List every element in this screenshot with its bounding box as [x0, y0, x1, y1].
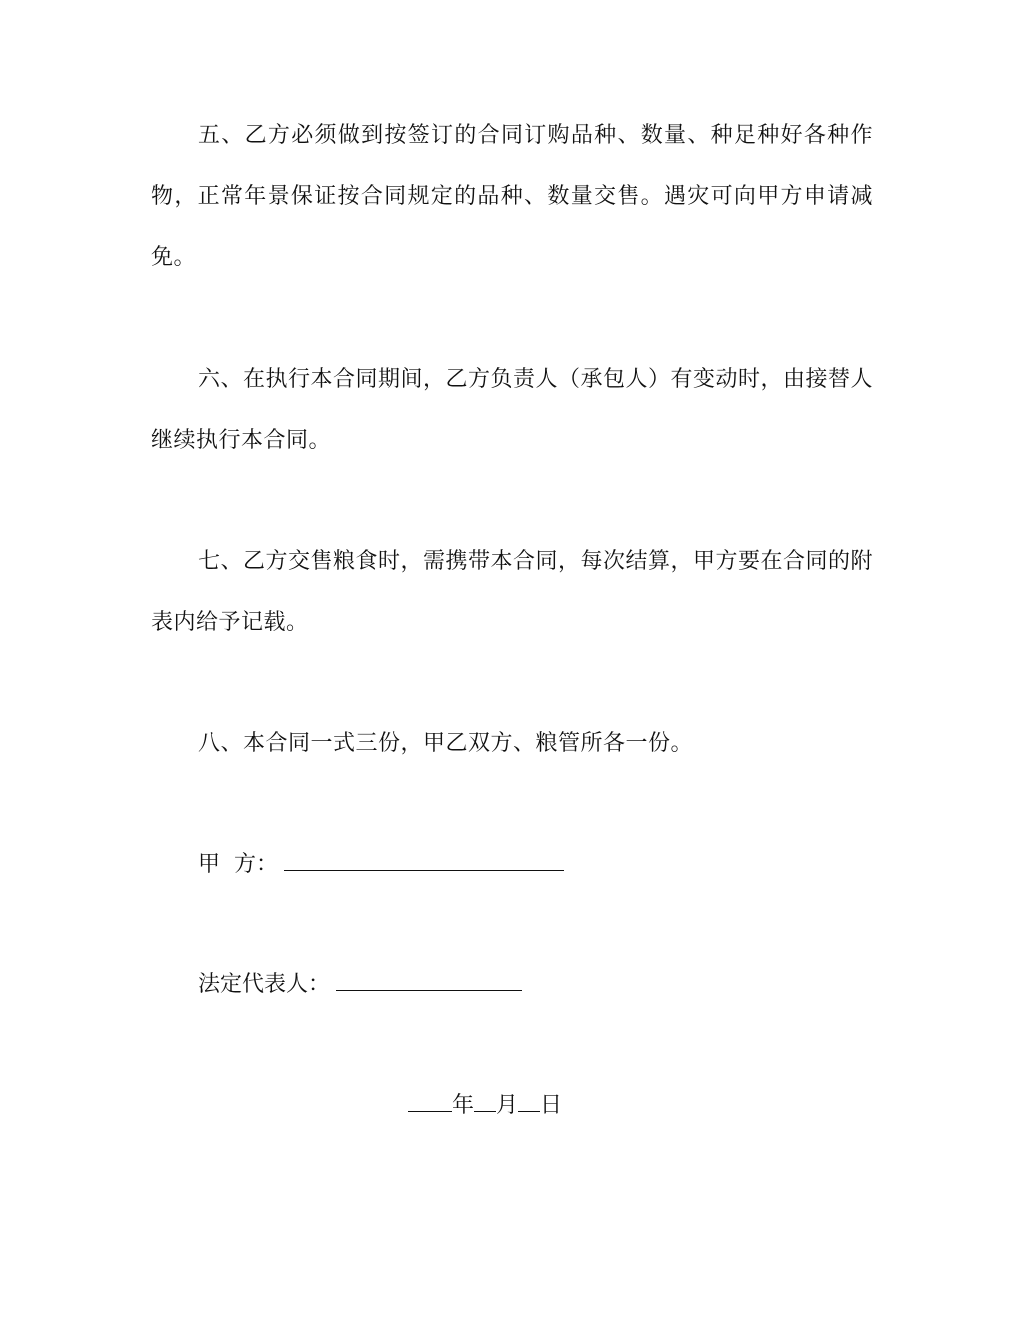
day-label: 日 — [540, 1093, 563, 1118]
year-blank — [408, 1089, 452, 1112]
legal-representative-blank — [336, 968, 522, 991]
day-blank — [518, 1089, 540, 1112]
legal-representative-label: 法定代表人： — [198, 972, 331, 997]
party-a-label: 甲 方： — [198, 852, 278, 877]
clause-seven: 七、乙方交售粮食时，需携带本合同，每次结算，甲方要在合同的附表内给予记载。 — [151, 549, 874, 635]
party-a-blank — [284, 848, 564, 871]
party-a-signature-line — [198, 848, 564, 880]
month-label: 月 — [496, 1093, 519, 1118]
month-blank — [474, 1089, 496, 1112]
clause-five: 五、乙方必须做到按签订的合同订购品种、数量、种足种好各种作物，正常年景保证按合同规定的品种、数量交售。遇灾可向甲方申请减免。 — [151, 123, 873, 270]
year-label: 年 — [452, 1093, 475, 1118]
clause-eight: 八、本合同一式三份，甲乙双方、粮管所各一份。 — [198, 731, 694, 756]
legal-representative-signature-line — [198, 968, 522, 1000]
clause-six: 六、在执行本合同期间，乙方负责人（承包人）有变动时，由接替人继续执行本合同。 — [151, 367, 874, 453]
date-line — [408, 1089, 562, 1121]
